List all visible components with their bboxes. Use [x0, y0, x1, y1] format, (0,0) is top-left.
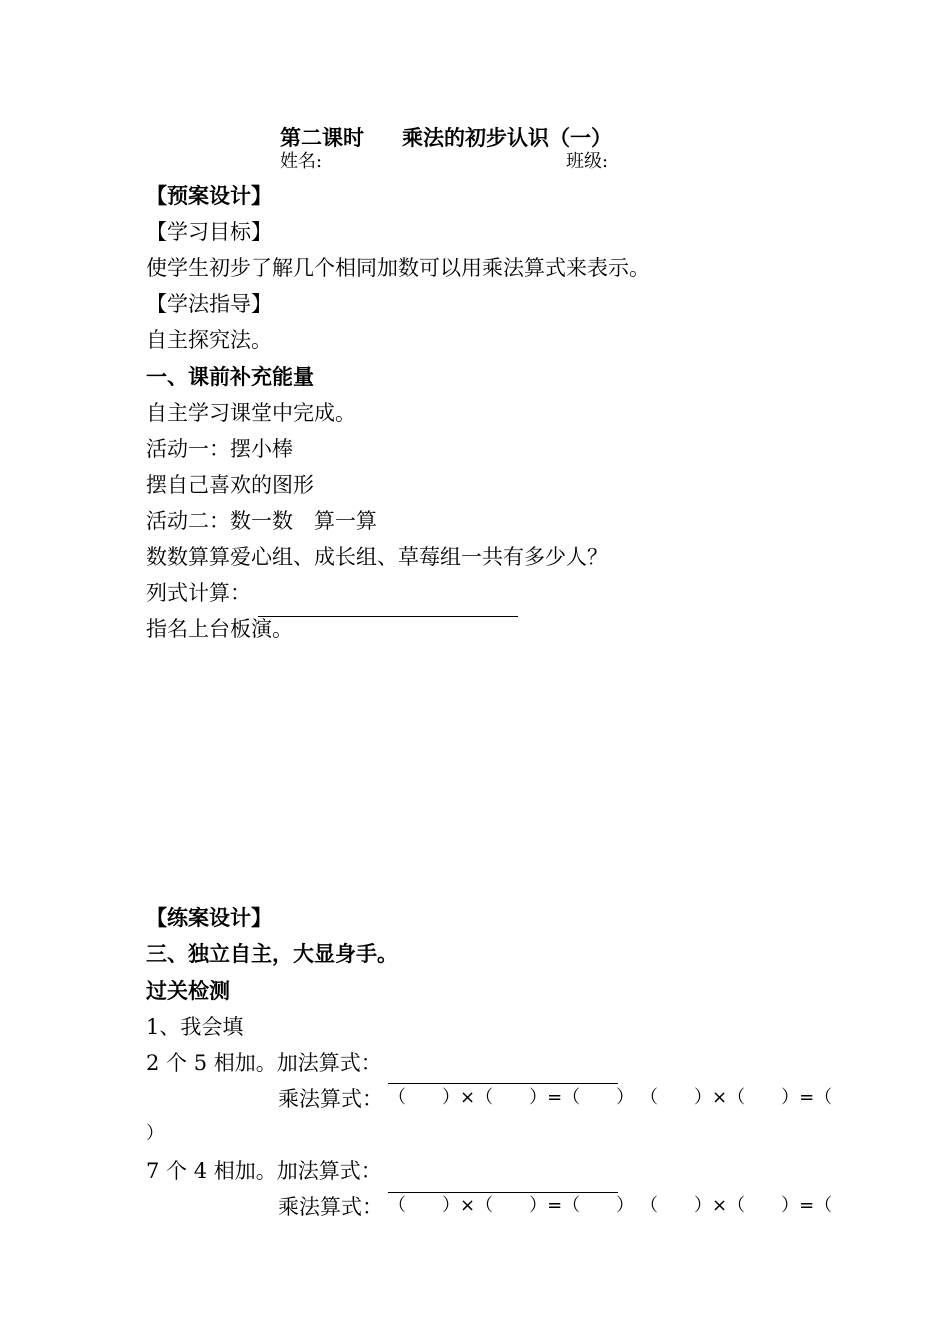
item2-mul-label: 乘法算式：: [278, 1195, 383, 1219]
class-label: 班级:: [566, 151, 609, 172]
check-heading: 过关检测: [146, 979, 230, 1003]
activity2-text: 数数算算爱心组、成长组、草莓组一共有多少人？: [146, 545, 608, 569]
name-label: 姓名:: [280, 151, 323, 172]
question-1: 1、我会填: [146, 1015, 244, 1039]
part1-text: 自主学习课堂中完成。: [146, 401, 356, 425]
practice-section-heading: 【练案设计】: [146, 906, 272, 930]
activity1-heading: 活动一：摆小棒: [146, 437, 293, 461]
prep-section-heading: 【预案设计】: [146, 184, 272, 208]
goal-text: 使学生初步了解几个相同加数可以用乘法算式来表示。: [146, 256, 650, 280]
item1-add-label: 2 个 5 相加。加法算式：: [146, 1051, 382, 1075]
item1-mul-blank-a: （ ）×（ ）=（ ）: [388, 1087, 635, 1108]
board-text: 指名上台板演。: [146, 617, 293, 641]
method-text: 自主探究法。: [146, 328, 272, 352]
activity2-heading: 活动二：数一数 算一算: [146, 509, 377, 533]
item2-mul-blank-a: （ ）×（ ）=（ ）: [388, 1195, 635, 1216]
goal-heading: 【学习目标】: [146, 220, 272, 244]
method-heading: 【学法指导】: [146, 292, 272, 316]
item1-add-answer-line: [388, 1083, 618, 1084]
lesson-number: 第二课时: [280, 126, 364, 150]
activity1-text: 摆自己喜欢的图形: [146, 473, 314, 497]
item2-mul-blank-b: （ ）×（ ）=（: [640, 1195, 833, 1216]
item1-mul-label: 乘法算式：: [278, 1087, 383, 1111]
lesson-title: 乘法的初步认识（一）: [402, 126, 612, 150]
part1-heading: 一、课前补充能量: [146, 365, 314, 389]
item2-add-label: 7 个 4 相加。加法算式：: [146, 1159, 382, 1183]
calc-answer-line: [258, 616, 518, 617]
calc-label: 列式计算：: [146, 581, 251, 605]
item1-wrap-paren: ）: [146, 1123, 164, 1144]
item1-mul-blank-b: （ ）×（ ）=（: [640, 1087, 833, 1108]
part3-heading: 三、独立自主，大显身手。: [146, 942, 398, 966]
